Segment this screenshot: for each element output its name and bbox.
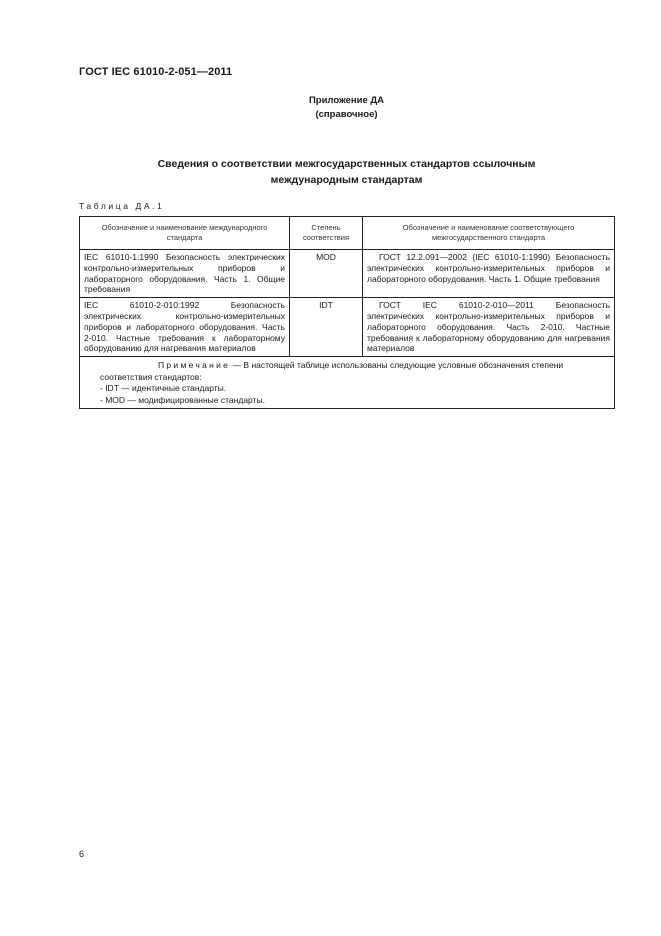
header-international-standard: Обозначение и наименование международного стандарта xyxy=(80,217,290,250)
section-title-line1: Сведения о соответствии межгосударственных стандартов ссылочным xyxy=(157,158,536,170)
cell-interstate-text: ГОСТ IEC 61010-2-010—2011 Безопасность электрических контрольно-измерительных приборов и лабораторного оборудования. Часть 2-010. Частные требования к лабораторному оборудованию для нагревания материалов xyxy=(367,300,610,354)
cell-international-standard: IEC 61010-2-010:1992 Безопасность электрических контрольно-измерительных приборов и лабораторного оборудования. Часть 2-010. Частные требования к лабораторному оборудованию для нагревания материалов xyxy=(80,298,290,357)
appendix-subtitle: (справочное) xyxy=(315,109,378,120)
note-text: — В настоящей таблице использованы следующие условные обозначения степени соответствия стандартов: xyxy=(100,360,564,382)
header-degree: Степень соответствия xyxy=(290,217,363,250)
table-note xyxy=(80,357,615,409)
table-note-row xyxy=(80,357,615,409)
cell-interstate-standard xyxy=(363,250,615,298)
note-item: - IDT — идентичные стандарты. xyxy=(100,383,227,394)
note-label: Примечание xyxy=(158,360,231,371)
cell-degree: MOD xyxy=(290,250,363,298)
note-item: - MOD — модифицированные стандарты. xyxy=(100,394,265,405)
table-row xyxy=(80,298,615,357)
header-interstate-standard: Обозначение и наименование соответствующего межгосударственного стандарта xyxy=(363,217,615,250)
section-title-line2: международным стандартам xyxy=(270,174,423,186)
appendix-title: Приложение ДА xyxy=(308,95,385,106)
table-header-row xyxy=(80,217,615,250)
table-label-text: Таблица ДА.1 xyxy=(79,201,165,211)
section-title xyxy=(0,156,661,188)
note-paragraph xyxy=(100,360,596,383)
cell-degree: IDT xyxy=(290,298,363,357)
page-number: 6 xyxy=(79,849,85,859)
table-row xyxy=(80,250,615,298)
cell-interstate-standard xyxy=(363,298,615,357)
correspondence-table xyxy=(79,216,615,409)
table-label xyxy=(79,201,164,211)
document-header: ГОСТ IEC 61010-2-051—2011 xyxy=(79,66,233,78)
appendix-heading xyxy=(0,94,661,122)
cell-interstate-text: ГОСТ 12.2.091—2002 (IEC 61010-1:1990) Безопасность электрических контрольно-измерительных приборов и лабораторного оборудования. Часть 1. Общие требования xyxy=(367,252,610,284)
cell-international-standard: IEC 61010-1:1990 Безопасность электрических контрольно-измерительных приборов и лабораторного оборудования. Часть 1. Общие требования xyxy=(80,250,290,298)
